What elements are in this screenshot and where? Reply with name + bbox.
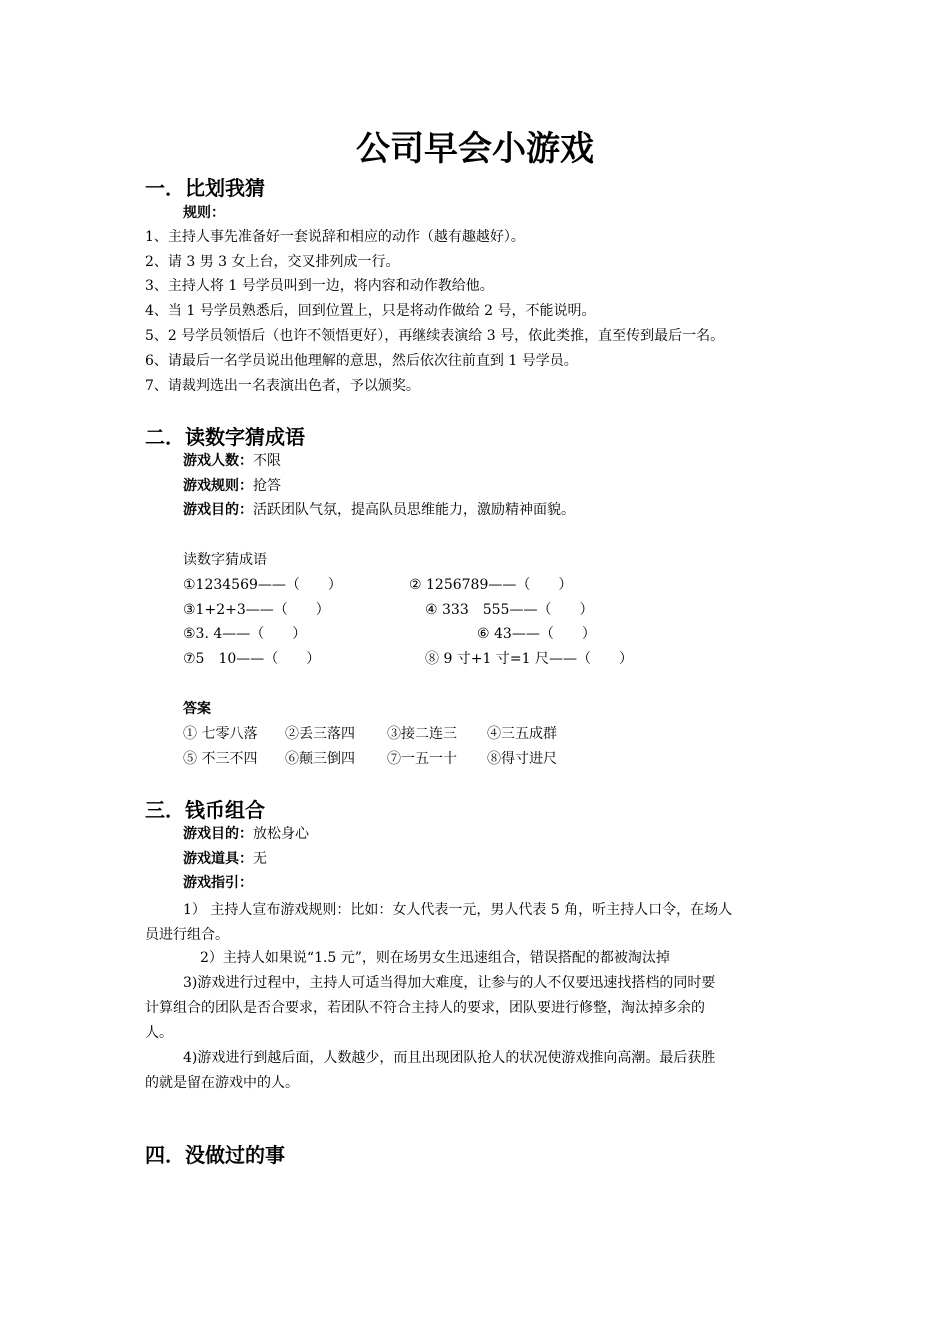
s3-paragraph-1-line-2: 员进行组合。 (145, 927, 229, 943)
s1-item-7: 7、请裁判选出一名表演出色者，予以颁奖。 (145, 378, 420, 394)
s2-rule-value: 抢答 (253, 478, 281, 494)
s3-goal-row (183, 824, 309, 844)
s2-question-4: ④ 333 555——（ ） (425, 602, 594, 618)
s3-paragraph-3-line-3: 人。 (145, 1025, 173, 1041)
s2-answer-2: ②丢三落四 (285, 726, 355, 742)
s3-props-row (183, 849, 267, 869)
s3-guide-label: 游戏指引： (183, 875, 253, 891)
s2-question-8: ⑧ 9 寸+1 寸=1 尺——（ ） (425, 651, 633, 667)
s2-answer-3: ③接二连三 (387, 726, 457, 742)
s2-answer-label: 答案 (183, 701, 211, 717)
s2-goal-row (183, 500, 575, 520)
s3-paragraph-1-line-1: 1） 主持人宣布游戏规则：比如：女人代表一元，男人代表 5 角，听主持人口令，在场人 (183, 902, 733, 918)
s3-goal-value: 放松身心 (253, 826, 309, 842)
s1-item-5: 5、2 号学员领悟后（也许不领悟更好），再继续表演给 3 号，依此类推，直至传到最后一名。 (145, 328, 725, 344)
s2-players-value: 不限 (253, 453, 281, 469)
s1-rule-label: 规则： (183, 205, 225, 221)
s1-item-1: 1、主持人事先准备好一套说辞和相应的动作（越有趣越好）。 (145, 229, 525, 245)
s1-item-2: 2、请 3 男 3 女上台，交叉排列成一行。 (145, 254, 400, 270)
s2-question-1: ①1234569——（ ） (183, 577, 342, 593)
s3-paragraph-4-line-1: 4)游戏进行到越后面，人数越少，而且出现团队抢人的状况使游戏推向高潮。最后获胜 (183, 1050, 716, 1066)
s2-goal-value: 活跃团队气氛，提高队员思维能力，激励精神面貌。 (253, 502, 575, 518)
s2-question-6: ⑥ 43——（ ） (477, 626, 596, 642)
section-3-heading: 三．钱币组合 (145, 798, 265, 822)
s2-rule-label: 游戏规则： (183, 478, 253, 494)
section-2-heading: 二．读数字猜成语 (145, 425, 305, 449)
s2-answer-7: ⑦一五一十 (387, 751, 457, 767)
s1-item-3: 3、主持人将 1 号学员叫到一边，将内容和动作教给他。 (145, 278, 494, 294)
s2-answer-6: ⑥颠三倒四 (285, 751, 355, 767)
s3-paragraph-3-line-2: 计算组合的团队是否合要求，若团队不符合主持人的要求，团队要进行修整，淘汰掉多余的 (145, 1000, 705, 1016)
s2-answer-8: ⑧得寸进尺 (487, 751, 557, 767)
s2-answer-5: ⑤ 不三不四 (183, 751, 258, 767)
s2-question-2: ② 1256789——（ ） (409, 577, 573, 593)
s1-item-4: 4、当 1 号学员熟悉后，回到位置上，只是将动作做给 2 号，不能说明。 (145, 303, 596, 319)
s2-question-7: ⑦5 10——（ ） (183, 651, 321, 667)
s2-rule-row (183, 476, 281, 496)
s3-paragraph-4-line-2: 的就是留在游戏中的人。 (145, 1075, 299, 1091)
section-4-heading: 四．没做过的事 (145, 1143, 285, 1167)
s2-question-3: ③1+2+3——（ ） (183, 602, 330, 618)
s2-players-row (183, 451, 281, 471)
s2-players-label: 游戏人数： (183, 453, 253, 469)
s2-answer-1: ① 七零八落 (183, 726, 258, 742)
s3-paragraph-2: 2）主持人如果说“1.5 元”，则在场男女生迅速组合，错误搭配的都被淘汰掉 (200, 950, 670, 966)
page-title: 公司早会小游戏 (356, 129, 594, 169)
s2-goal-label: 游戏目的： (183, 502, 253, 518)
s3-props-value: 无 (253, 851, 267, 867)
s2-question-5: ⑤3. 4——（ ） (183, 626, 307, 642)
s2-answer-4: ④三五成群 (487, 726, 557, 742)
s3-goal-label: 游戏目的： (183, 826, 253, 842)
s3-paragraph-3-line-1: 3)游戏进行过程中，主持人可适当得加大难度，让参与的人不仅要迅速找搭档的同时要 (183, 975, 716, 991)
s2-sub-title: 读数字猜成语 (183, 552, 267, 568)
s3-props-label: 游戏道具： (183, 851, 253, 867)
s1-item-6: 6、请最后一名学员说出他理解的意思，然后依次往前直到 1 号学员。 (145, 353, 578, 369)
section-1-heading: 一．比划我猜 (145, 176, 265, 200)
